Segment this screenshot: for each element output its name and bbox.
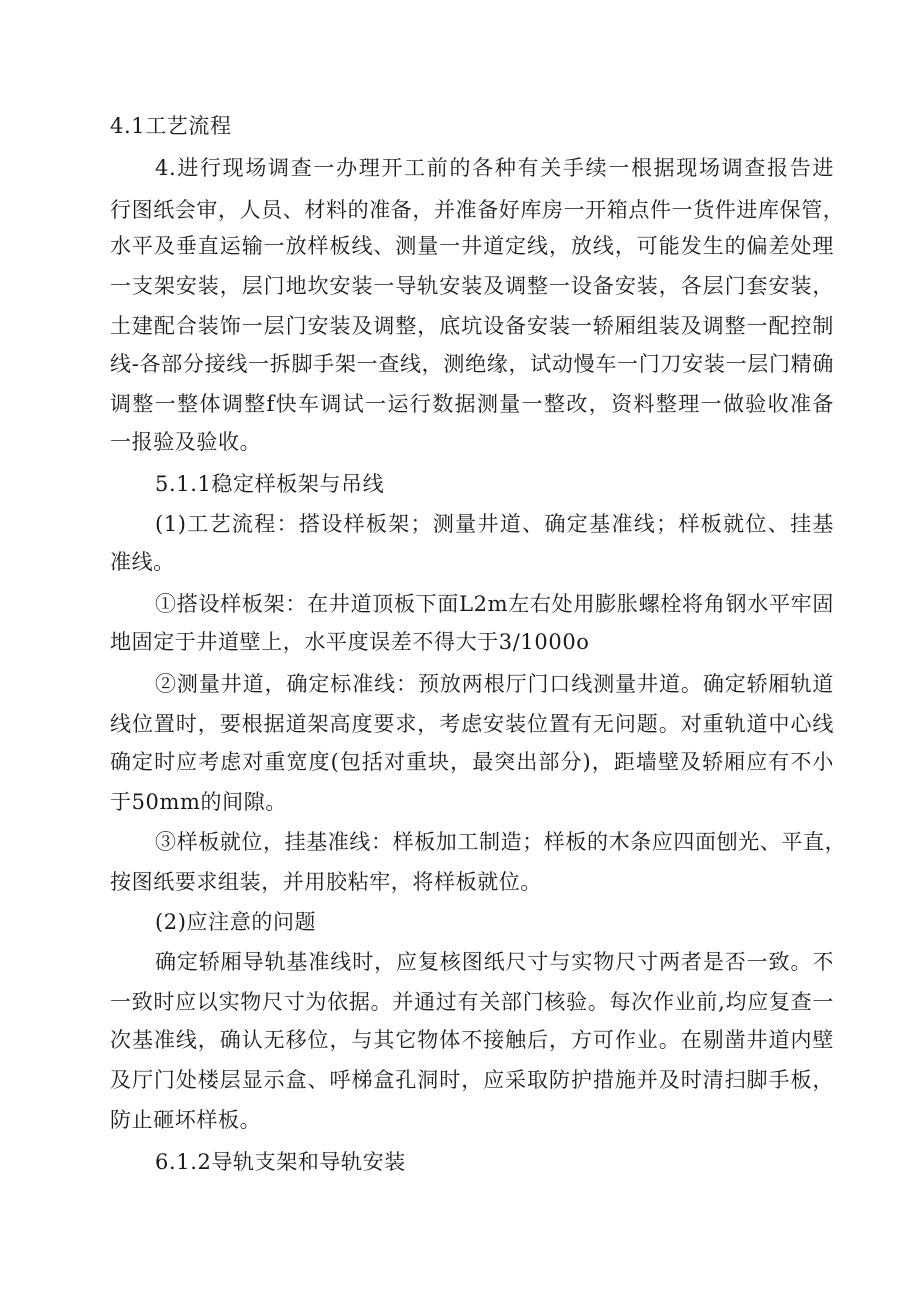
paragraph-line: (1)工艺流程：搭设样板架；测量井道、确定基准线；样板就位、挂基 xyxy=(155,512,834,536)
paragraph-line: 防止砸坏样板。 xyxy=(110,1108,262,1132)
paragraph-line: 4.进行现场调查一办理开工前的各种有关手续一根据现场调查报告进 xyxy=(155,156,834,180)
paragraph-line: 按图纸要求组装，并用胶粘牢，将样板就位。 xyxy=(110,870,542,894)
subsection-heading: 6.1.2导轨支架和导轨安装 xyxy=(155,1150,406,1174)
paragraph-line: 于50mm的间隙。 xyxy=(110,790,287,814)
paragraph-line: 一报验及验收。 xyxy=(110,430,262,454)
paragraph-line: 确定时应考虑对重宽度(包括对重块，最突出部分)，距墙壁及轿厢应有不小 xyxy=(110,750,834,774)
paragraph-line: 一支架安装，层门地坎安装一导轨安装及调整一设备安装，各层门套安装， xyxy=(110,274,834,298)
paragraph-line: 线-各部分接线一拆脚手架一查线，测绝缘，试动慢车一门刀安装一层门精确 xyxy=(110,352,834,376)
paragraph-line: 地固定于井道壁上，水平度误差不得大于3/1000o xyxy=(110,630,590,654)
paragraph-line: ①搭设样板架：在井道顶板下面L2m左右处用膨胀螺栓将角钢水平牢固 xyxy=(155,592,834,616)
paragraph-line: 土建配合装饰一层门安装及调整，底坑设备安装一轿厢组装及调整一配控制 xyxy=(110,314,834,338)
paragraph-line: 一致时应以实物尺寸为依据。并通过有关部门核验。每次作业前,均应复查一 xyxy=(110,990,834,1014)
paragraph-line: 行图纸会审，人员、材料的准备，并准备好库房一开箱点件一货件进库保管， xyxy=(110,198,845,222)
paragraph-line: 确定轿厢导轨基准线时，应复核图纸尺寸与实物尺寸两者是否一致。不 xyxy=(155,950,834,974)
paragraph-line: 线位置时，要根据道架高度要求，考虑安装位置有无问题。对重轨道中心线 xyxy=(110,712,834,736)
subsection-heading: 5.1.1稳定样板架与吊线 xyxy=(155,472,385,496)
paragraph-line: 次基准线，确认无移位，与其它物体不接触后，方可作业。在剔凿井道内壁 xyxy=(110,1028,834,1052)
paragraph-line: ②测量井道，确定标准线：预放两根厅门口线测量井道。确定轿厢轨道 xyxy=(155,672,834,696)
paragraph-line: 水平及垂直运输一放样板线、测量一井道定线，放线，可能发生的偏差处理 xyxy=(110,234,834,258)
paragraph-line: ③样板就位，挂基准线：样板加工制造；样板的木条应四面刨光、平直， xyxy=(155,830,847,854)
paragraph-line: 准线。 xyxy=(110,550,175,574)
section-heading: 4.1工艺流程 xyxy=(110,114,232,138)
paragraph-line: 及厅门处楼层显示盒、呼梯盒孔洞时，应采取防护措施并及时清扫脚手板， xyxy=(110,1068,834,1092)
subsection-heading: (2)应注意的问题 xyxy=(155,910,317,934)
paragraph-line: 调整一整体调整f快车调试一运行数据测量一整改，资料整理一做验收准备 xyxy=(110,392,834,416)
